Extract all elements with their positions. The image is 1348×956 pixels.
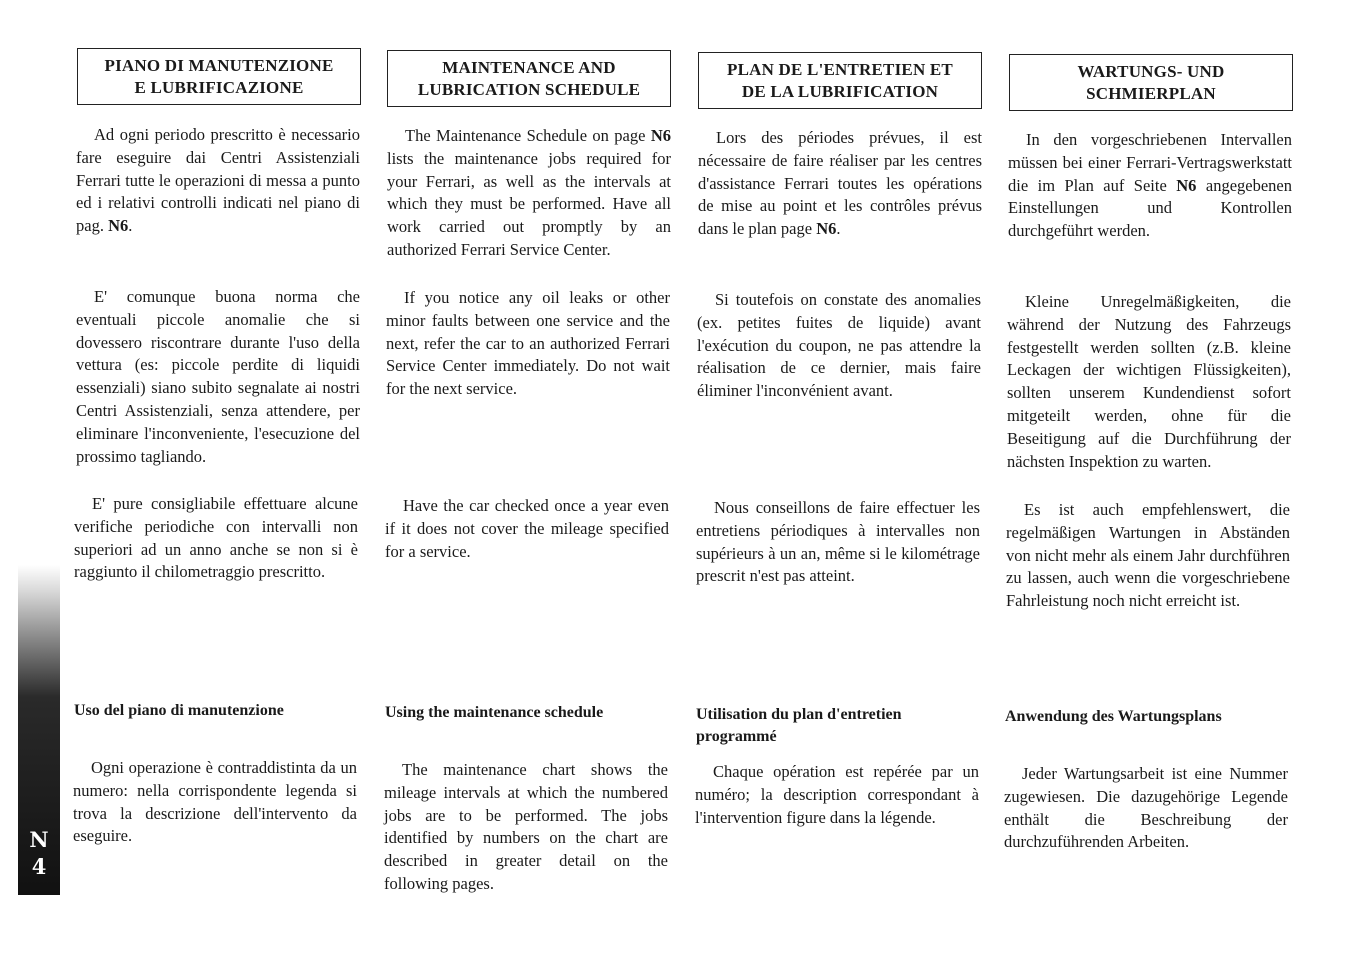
page-reference: N6 — [1176, 175, 1197, 195]
paragraph-2: If you notice any oil leaks or other minor faults between one service and the next, refer the car to an authorized Ferrari Service Center immediately. Do not wait for the next service. — [386, 288, 670, 399]
subheading: Utilisation du plan d'entretien programmé — [696, 706, 902, 745]
paragraph-4: The maintenance chart shows the mileage intervals at which the numbered jobs are to be performed. The jobs identified by numbers on the chart are described in greater detail on the following pages. — [384, 760, 668, 893]
heading-line-1: WARTUNGS- UND — [1077, 61, 1225, 81]
page-reference: N6 — [108, 216, 129, 236]
paragraph-3: E' pure consigliabile effettuare alcune verifiche periodiche con intervalli non superiori ad un anno anche se non si è raggiunto il chilometraggio prescritto. — [74, 494, 358, 582]
column-italian — [77, 48, 361, 105]
heading-line-1: PLAN DE L'ENTRETIEN ET — [727, 59, 953, 79]
paragraph-2: Si toutefois on constate des anomalies (ex. petites fuites de liquide) avant l'exécution du coupon, ne pas attendre la réalisation de ce dernier, mais faire éliminer l'inconvénient avant. — [697, 290, 981, 401]
subheading: Uso del piano di manutenzione — [74, 702, 284, 719]
section-heading — [1009, 54, 1293, 111]
page-reference: N6 — [650, 126, 671, 145]
subheading: Using the maintenance schedule — [385, 704, 604, 721]
section-heading — [698, 52, 982, 109]
paragraph-1: In den vorgeschriebenen Intervallen müssen bei einer Ferrari-Vertragswerkstatt die im Plan auf Seite N6 angegebenen Einstellungen und Kontrollen durchgeführt werden. — [1008, 130, 1292, 241]
heading-line-2: LUBRICATION SCHEDULE — [417, 79, 641, 99]
page-number: 4 — [31, 854, 47, 879]
column-french — [698, 52, 982, 109]
subheading: Anwendung des Wartungsplans — [1005, 708, 1222, 725]
column-german — [1009, 54, 1293, 111]
paragraph-1: Ad ogni periodo prescritto è necessario fare eseguire dai Centri Assistenziali Ferrari tutte le operazioni di messa a punto ed i relativi controlli indicati nel piano di pag. N6. — [76, 125, 360, 236]
paragraph-2: E' comunque buona norma che eventuali piccole anomalie che si dovessero riscontrare durante l'uso della vettura (es: piccole perdite di liquidi essenziali) siano subito segnalate ai nostri Centri Assistenziali, senza attendere, per eliminare l'inconveniente, l'esecuzione del prossimo tagliando. — [76, 287, 360, 466]
section-heading — [77, 48, 361, 105]
paragraph-4: Ogni operazione è contraddistinta da un numero: nella corrispondente legenda si trova la descrizione dell'intervento da eseguire. — [73, 758, 357, 846]
paragraph-4: Jeder Wartungsarbeit ist eine Nummer zugewiesen. Die dazugehörige Legende enthält die Beschreibung der durchzuführenden Arbeiten. — [1004, 764, 1288, 852]
page-reference: N6 — [816, 219, 837, 239]
heading-line-2: DE LA LUBRIFICATION — [741, 81, 939, 101]
section-letter: N — [29, 827, 49, 852]
heading-line-1: MAINTENANCE AND — [442, 57, 616, 77]
heading-line-1: PIANO DI MANUTENZIONE — [104, 55, 334, 75]
paragraph-3: Have the car checked once a year even if it does not cover the mileage specified for a service. — [385, 496, 669, 561]
heading-line-2: SCHMIERPLAN — [1086, 83, 1216, 103]
section-heading — [387, 50, 671, 107]
column-english — [387, 50, 671, 107]
paragraph-3: Es ist auch empfehlenswert, die regelmäßigen Wartungen in Abständen von nicht mehr als einem Jahr durchführen zu lassen, auch wenn die vorgeschriebene Fahrleistung noch nicht erreicht ist. — [1006, 500, 1290, 611]
paragraph-1: The Maintenance Schedule on page N6 lists the maintenance jobs required for your Ferrari, as well as the intervals at which they must be performed. Have all work carried out promptly by an authorized Ferrari Service Center. — [387, 126, 671, 259]
page-tab-label — [18, 826, 60, 880]
paragraph-2: Kleine Unregelmäßigkeiten, die während der Nutzung des Fahrzeugs festgestellt werden sollten (z.B. kleine Leckagen der wichtigen Flüssigkeiten), sollten unserem Kundendienst sofort mitgeteilt werden, ohne für die Beseitigung auf die Durchführung der nächsten Inspektion zu warten. — [1007, 292, 1291, 471]
paragraph-3: Nous conseillons de faire effectuer les entretiens périodiques à intervalles non supérieurs à un an, même si le kilométrage prescrit n'est pas atteint. — [696, 498, 980, 586]
paragraph-1: Lors des périodes prévues, il est nécessaire de faire réaliser par les centres d'assistance Ferrari toutes les opérations de mise au point et les contrôles prévus dans le plan page N6. — [698, 128, 982, 239]
paragraph-4: Chaque opération est repérée par un numéro; la description correspondant à l'intervention figure dans la légende. — [695, 762, 979, 827]
heading-line-2: E LUBRIFICAZIONE — [134, 77, 304, 97]
